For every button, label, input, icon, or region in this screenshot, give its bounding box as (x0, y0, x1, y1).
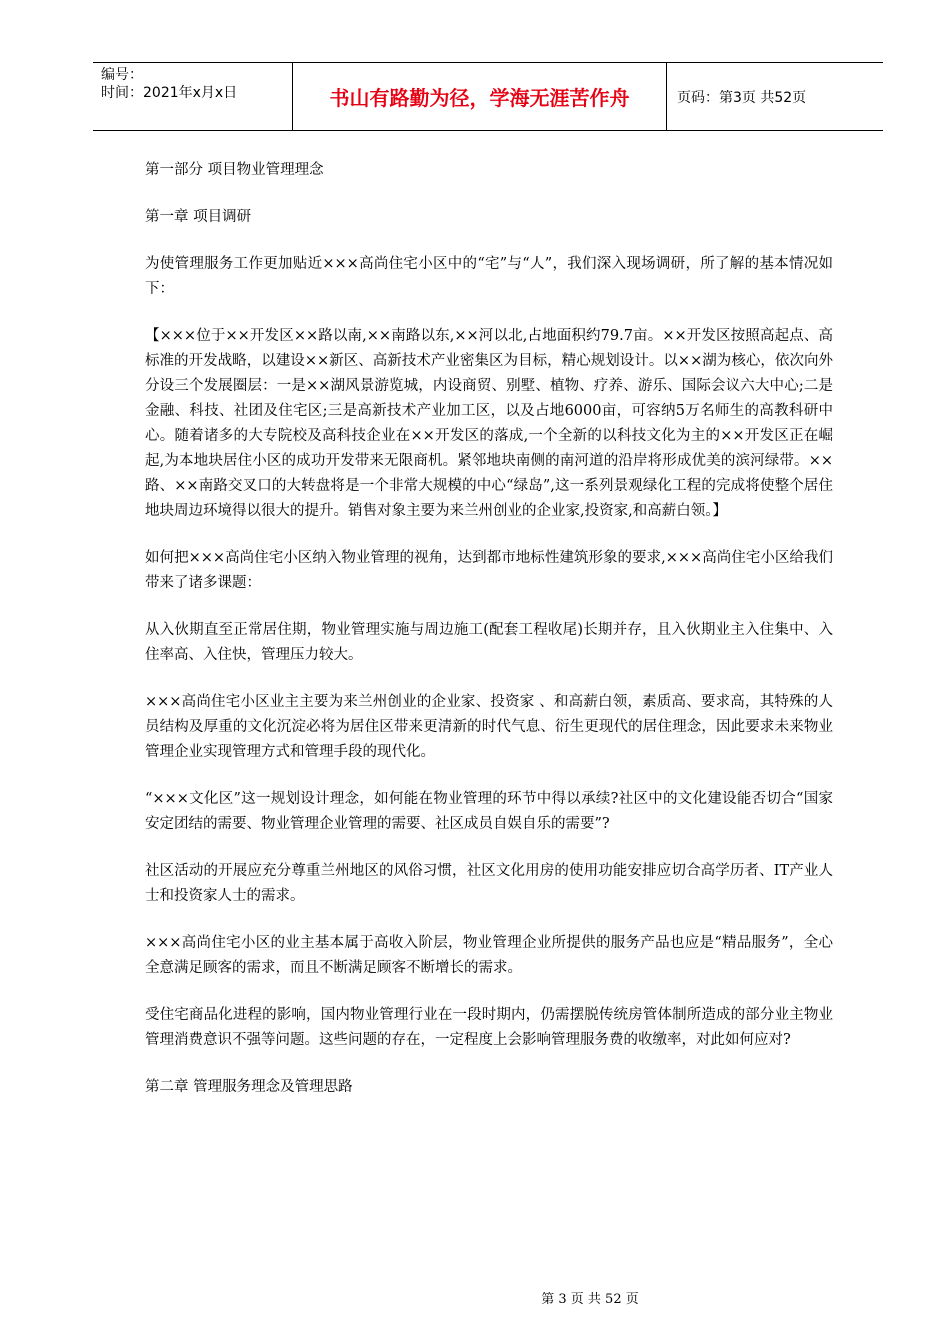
paragraph: ×××高尚住宅小区的业主基本属于高收入阶层，物业管理企业所提供的服务产品也应是“精品服务”，全心全意满足顾客的需求，而且不断满足顾客不断增长的需求。 (145, 935, 833, 976)
paragraph: “×××文化区”这一规划设计理念，如何能在物业管理的环节中得以承续?社区中的文化建设能否切合“国家安定团结的需要、物业管理企业管理的需要、社区成员自娱自乐的需要”? (145, 791, 833, 832)
paragraph: 从入伙期直至正常居住期，物业管理实施与周边施工(配套工程收尾)长期并存，且入伙期业主入住集中、入住率高、入住快，管理压力较大。 (145, 622, 833, 663)
chapter-title: 第一章 项目调研 (145, 209, 252, 225)
serial-number-label: 编号： (101, 67, 143, 83)
paragraph: 受住宅商品化进程的影响，国内物业管理行业在一段时期内，仍需摆脱传统房管体制所造成的部分业主物业管理消费意识不强等问题。这些问题的存在，一定程度上会影响管理服务费的收缴率，对此如何应对? (145, 1007, 833, 1048)
chapter-title: 第二章 管理服务理念及管理思路 (145, 1079, 353, 1095)
header-motto: 书山有路勤为径，学海无涯苦作舟 (293, 63, 667, 130)
paragraph: 【×××位于××开发区××路以南,××南路以东,××河以北,占地面积约79.7亩。××开发区按照高起点、高标准的开发战略，以建设××新区、高新技术产业密集区为目标，精心规划设计。以××湖为核心，依次向外分设三个发展圈层：一是××湖风景游览城，内设商贸、别墅、植物、疗养、游乐、国际会议六大中心;二是金融、科技、社团及住宅区;三是高新技术产业加工区，以及占地6000亩，可容纳5万名师生的高教科研中心。随着诸多的大专院校及高科技企业在××开发区的落成,一个全新的以科技文化为主的××开发区正在崛起,为本地块居住小区的成功开发带来无限商机。紧邻地块南侧的南河道的沿岸将形成优美的滨河绿带。××路、××南路交叉口的大转盘将是一个非常大规模的中心“绿岛”,这一系列景观绿化工程的完成将使整个居住地块周边环境得以很大的提升。销售对象主要为来兰州创业的企业家,投资家,和高薪白领。】 (145, 328, 833, 519)
page-header (93, 62, 883, 131)
document-body (145, 158, 833, 1122)
paragraph: ×××高尚住宅小区业主主要为来兰州创业的企业家、投资家 、和高薪白领，素质高、要求高，其特殊的人员结构及厚重的文化沉淀必将为居住区带来更清新的时代气息、衍生更现代的居住理念，因此要求未来物业管理企业实现管理方式和管理手段的现代化。 (145, 694, 833, 760)
header-page-info: 页码：第3页 共52页 (677, 89, 807, 106)
paragraph: 社区活动的开展应充分尊重兰州地区的风俗习惯，社区文化用房的使用功能安排应切合高学历者、IT产业人士和投资家人士的需求。 (145, 863, 833, 904)
paragraph: 如何把×××高尚住宅小区纳入物业管理的视角，达到都市地标性建筑形象的要求,×××高尚住宅小区给我们带来了诸多课题： (145, 550, 833, 591)
paragraph: 为使管理服务工作更加贴近×××高尚住宅小区中的“宅”与“人”，我们深入现场调研，所了解的基本情况如下： (145, 256, 833, 297)
part-title: 第一部分 项目物业管理理念 (145, 162, 324, 178)
page-footer: 第 3 页 共 52 页 (541, 1292, 639, 1307)
date-label: 时间：2021年x月x日 (101, 85, 238, 101)
header-meta (93, 63, 293, 130)
